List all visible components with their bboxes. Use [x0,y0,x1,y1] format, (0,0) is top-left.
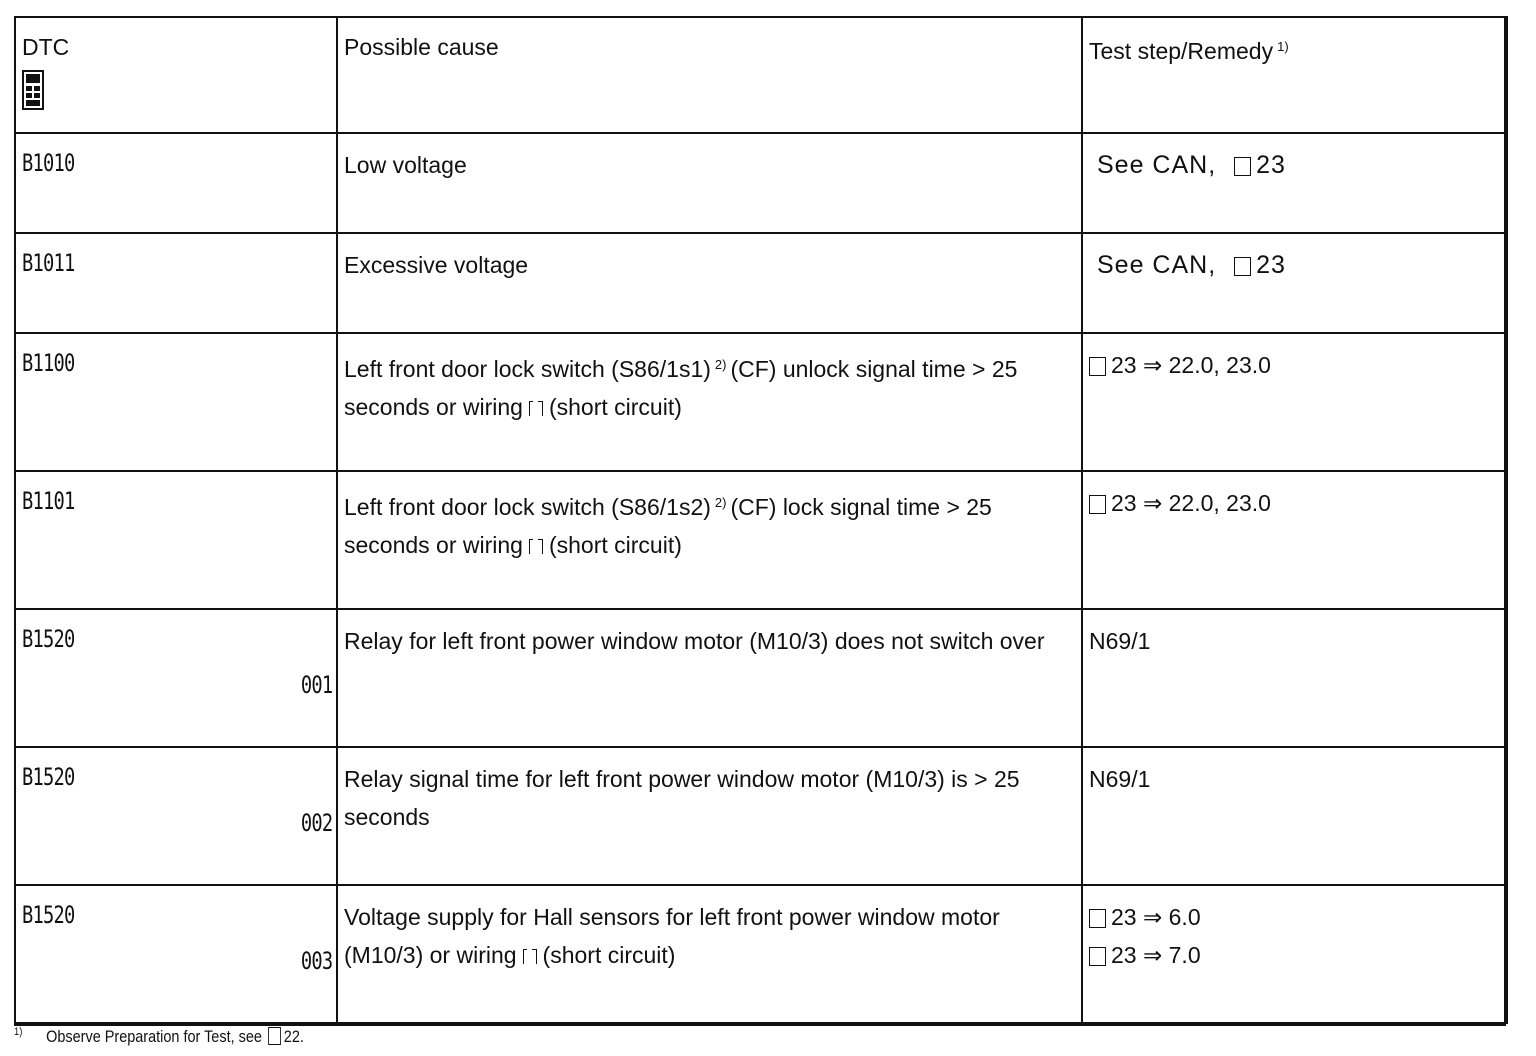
remedy-text: N69/1 [1089,766,1151,792]
cause-cell [337,609,1082,747]
remedy-text: See CAN, [1097,251,1217,279]
manual-reference-square-icon [1089,495,1106,514]
manual-reference-square-icon [1089,909,1106,928]
cause-cell [337,471,1082,609]
remedy-line [1089,622,1498,660]
remedy-line [1089,246,1498,284]
remedy-text: 23 ⇒ 7.0 [1111,942,1201,968]
cause-text-end: (short circuit) [548,532,682,558]
remedy-line [1089,936,1498,974]
remedy-ref: 23 [1256,151,1286,179]
cause-text-cont: (CF) lock signal time > 25 seconds or wiring [344,494,992,558]
header-dtc-cell [15,17,337,133]
wiring-symbol-icon [523,949,537,964]
dtc-code: B1011 [22,249,75,277]
header-cause: Possible cause [344,34,499,60]
header-dtc: DTC [22,34,70,60]
remedy-line [1089,760,1498,798]
dtc-code: B1520 [22,901,75,929]
dtc-cell [15,609,337,747]
cause-cell [337,233,1082,333]
remedy-cell [1082,747,1507,885]
cause-text: Excessive voltage [344,252,529,278]
header-row [15,17,1507,133]
remedy-ref: 23 [1256,251,1286,279]
footnote-text: Observe Preparation for Test, see [46,1027,262,1046]
remedy-line [1089,484,1498,522]
remedy-text: N69/1 [1089,628,1151,654]
table-row [15,333,1507,471]
dtc-cell [15,885,337,1023]
table-row [15,885,1507,1023]
remedy-text: 23 ⇒ 6.0 [1111,904,1201,930]
remedy-cell [1082,133,1507,233]
cause-text: Voltage supply for Hall sensors for left front power window motor (M10/3) or wiring [344,904,1000,968]
cause-text: Relay signal time for left front power window motor (M10/3) is > 25 seconds [344,766,1020,830]
cause-cell [337,333,1082,471]
header-remedy-cell [1082,17,1507,133]
cause-text-end: (short circuit) [542,942,676,968]
dtc-cell [15,133,337,233]
footnote-mark: 1) [14,1026,23,1038]
remedy-cell [1082,885,1507,1023]
table-row [15,609,1507,747]
table-row [15,471,1507,609]
remedy-cell [1082,609,1507,747]
wiring-symbol-icon [529,539,543,554]
remedy-line [1089,346,1498,384]
cause-text-cont: (CF) unlock signal time > 25 seconds or wiring [344,356,1018,420]
remedy-line [1089,898,1498,936]
dtc-cell [15,471,337,609]
cause-cell [337,885,1082,1023]
header-remedy-footnote-mark: 1) [1277,39,1289,54]
dtc-cell [15,333,337,471]
cause-text: Left front door lock switch (S86/1s2) [344,494,711,520]
manual-reference-square-icon [1089,357,1106,376]
manual-reference-square-icon [1089,947,1106,966]
header-remedy: Test step/Remedy [1089,38,1274,64]
remedy-text: See CAN, [1097,151,1217,179]
remedy-cell [1082,471,1507,609]
cause-text-end: (short circuit) [548,394,682,420]
table-row [15,747,1507,885]
footnote-page: 22. [283,1027,304,1046]
diagnostic-tester-icon [22,70,44,110]
dtc-sub-code: 003 [300,947,332,975]
dtc-code: B1100 [22,349,75,377]
dtc-table [14,16,1508,1024]
cause-footnote-mark: 2) [714,357,727,372]
dtc-code: B1010 [22,149,75,177]
cause-text: Left front door lock switch (S86/1s1) [344,356,711,382]
remedy-line [1089,146,1498,184]
dtc-code: B1101 [22,487,75,515]
remedy-cell [1082,233,1507,333]
table-row [15,133,1507,233]
dtc-code: B1520 [22,763,75,791]
dtc-sub-code: 001 [300,671,332,699]
dtc-cell [15,233,337,333]
cause-cell [337,747,1082,885]
manual-reference-square-icon [268,1027,281,1045]
dtc-code: B1520 [22,625,75,653]
footnote [14,1026,304,1047]
cause-text: Low voltage [344,152,467,178]
remedy-text: 23 ⇒ 22.0, 23.0 [1111,352,1271,378]
header-cause-cell [337,17,1082,133]
manual-reference-square-icon [1234,157,1251,176]
dtc-sub-code: 002 [300,809,332,837]
cause-cell [337,133,1082,233]
remedy-text: 23 ⇒ 22.0, 23.0 [1111,490,1271,516]
cause-footnote-mark: 2) [714,495,727,510]
table-row [15,233,1507,333]
manual-reference-square-icon [1234,257,1251,276]
remedy-cell [1082,333,1507,471]
cause-text: Relay for left front power window motor (M10/3) does not switch over [344,628,1045,654]
wiring-symbol-icon [529,401,543,416]
dtc-cell [15,747,337,885]
